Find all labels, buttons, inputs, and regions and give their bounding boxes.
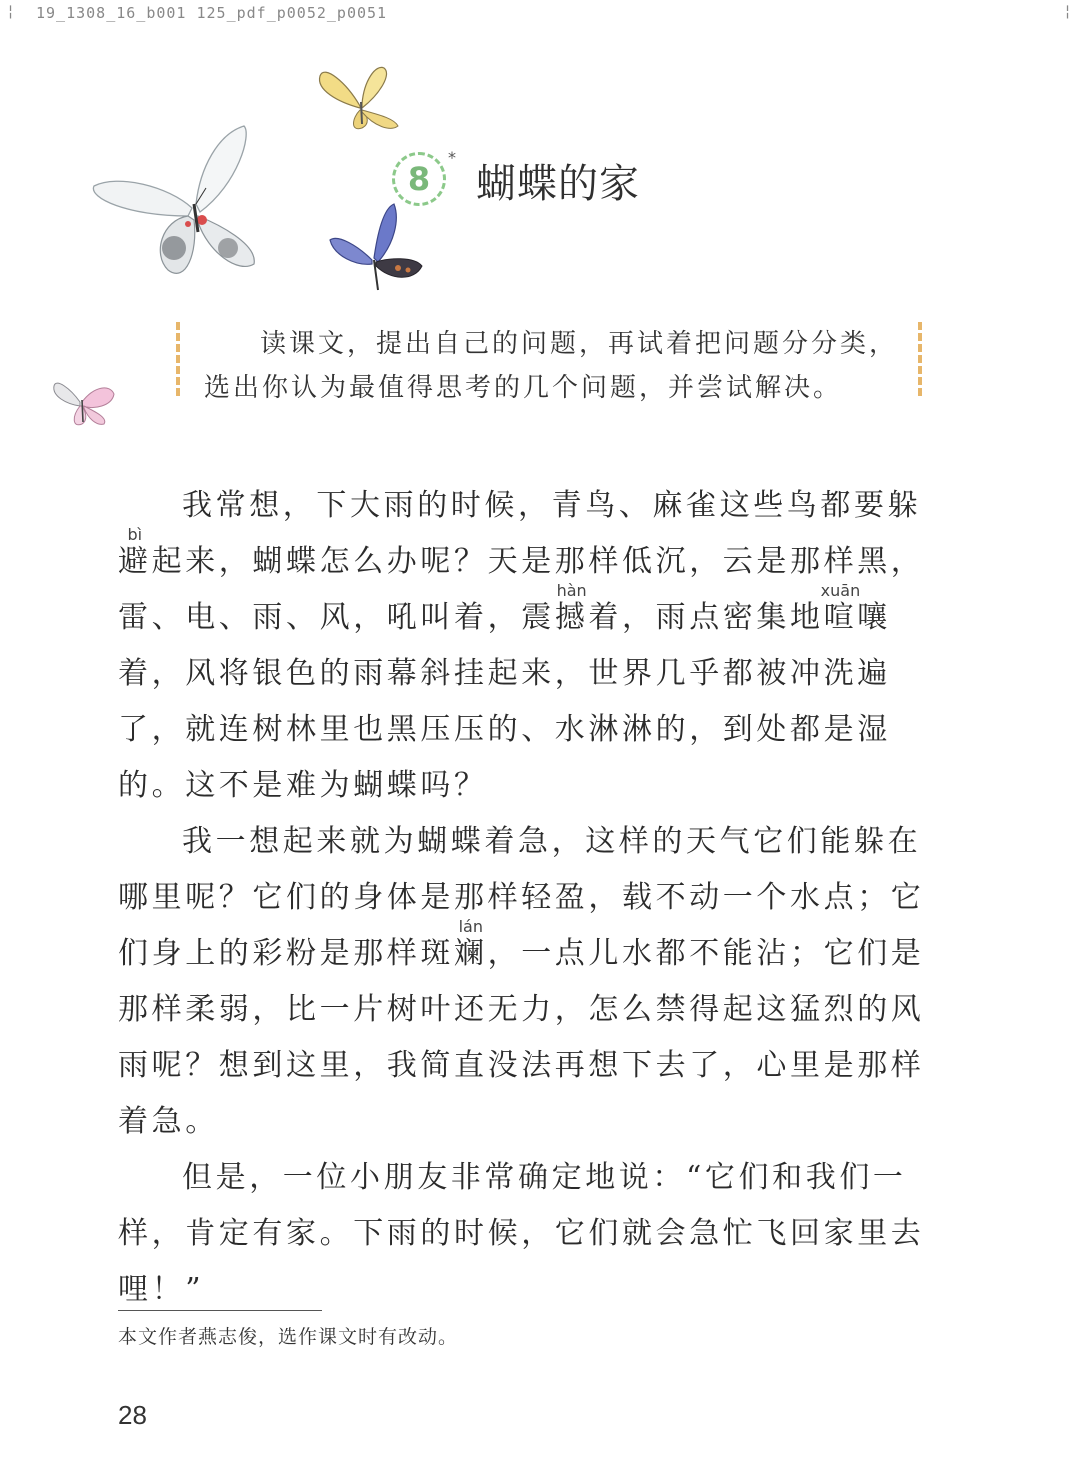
- pinyin-bi: bì: [118, 525, 152, 544]
- scan-crop-mark: ¦: [6, 2, 16, 20]
- gray-butterfly-illustration: [88, 124, 264, 290]
- prompt-right-bracket: [918, 322, 922, 396]
- blue-butterfly-illustration: [328, 200, 428, 300]
- paragraph-1-text: 起来，蝴蝶怎么办呢？天是那样低沉，云是那样黑，雷、电、雨、风，吼叫着，震: [118, 544, 925, 635]
- annotated-char: 斓: [454, 936, 488, 971]
- pinyin-annotation: [820, 581, 861, 635]
- annotated-char: 喧: [820, 600, 861, 635]
- self-study-marker: *: [448, 148, 456, 167]
- pinyin-annotation: [454, 917, 488, 971]
- paragraph-2-text: 我一想起来就为蝴蝶着急，这样的天气它们能躲在哪里呢？它们的身体是那样轻盈，载不动一个水点；它们身上的彩粉是那样斑: [118, 824, 925, 971]
- lesson-body: [118, 478, 926, 1318]
- pinyin-han: hàn: [554, 581, 589, 600]
- paragraph-2-text: ，一点儿水都不能沾；它们是那样柔弱，比一片树叶还无力，怎么禁得起这猛烈的风雨呢？想到这里，我简直没法再想下去了，心里是那样着急。: [118, 936, 925, 1139]
- scan-reference: 19_1308_16_b001 125_pdf_p0052_p0051: [36, 4, 388, 22]
- lesson-title: 蝴蝶的家: [476, 161, 640, 207]
- paragraph-3: 但是，一位小朋友非常确定地说：“它们和我们一样，肯定有家。下雨的时候，它们就会急忙飞回家里去哩！”: [118, 1160, 925, 1307]
- footnote-divider: [118, 1310, 322, 1311]
- paragraph-1-text: 着，雨点密集地: [588, 600, 824, 635]
- prompt-line-1: 读课文，提出自己的问题，再试着把问题分分类，: [260, 329, 899, 359]
- prompt-line-2: 选出你认为最值得思考的几个问题，并尝试解决。: [204, 373, 843, 403]
- scan-header-strip: [0, 0, 1080, 26]
- pinyin-lan: lán: [454, 917, 488, 936]
- yellow-butterfly-illustration: [316, 62, 406, 138]
- reading-prompt: [204, 322, 904, 410]
- paragraph-1: [118, 478, 926, 814]
- reading-prompt-box: [176, 318, 922, 403]
- footnote: 本文作者燕志俊，选作课文时有改动。: [118, 1326, 459, 1348]
- pinyin-annotation: [554, 581, 589, 635]
- scan-crop-mark: ¦: [1062, 2, 1072, 20]
- prompt-left-bracket: [176, 322, 180, 396]
- pinyin-xuan: xuān: [820, 581, 861, 600]
- paragraph-1-text: 我常想，下大雨的时候，青鸟、麻雀这些鸟都要躲: [182, 488, 922, 523]
- pink-butterfly-illustration: [50, 372, 126, 432]
- lesson-number-badge: 8: [392, 152, 446, 206]
- annotated-char: 避: [118, 544, 152, 579]
- pinyin-annotation: [118, 525, 152, 579]
- annotated-char: 撼: [554, 600, 589, 635]
- paragraph-1-text: 嚷着，风将银色的雨幕斜挂起来，世界几乎都被冲洗遍了，就连树林里也黑压压的、水淋淋的，到处都是湿的。这不是难为蝴蝶吗？: [118, 600, 891, 803]
- paragraph-2: [118, 814, 926, 1150]
- page-number: 28: [118, 1400, 147, 1430]
